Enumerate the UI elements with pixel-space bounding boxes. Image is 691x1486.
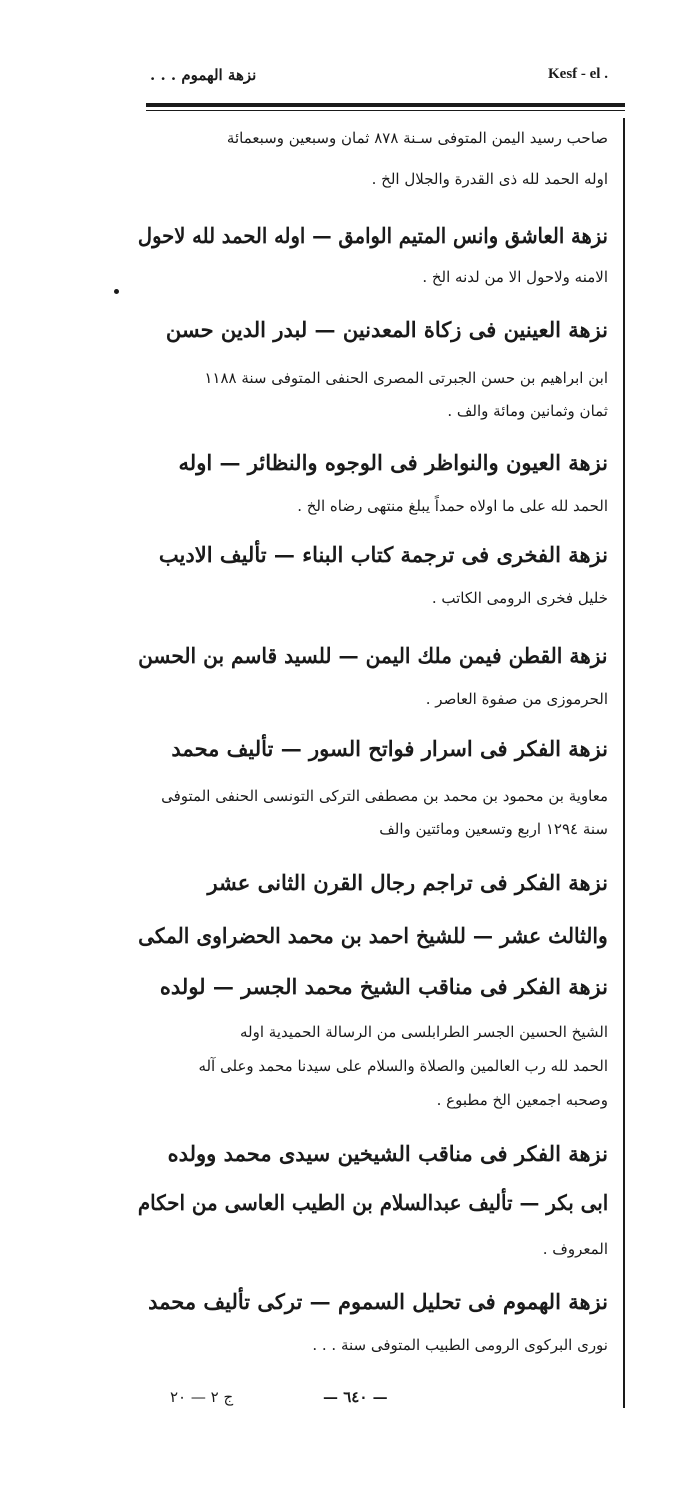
entry-line: ثمان وثمانين ومائة والف . [447,402,608,420]
column-rule [623,118,625,1408]
entry-line: اوله الحمد لله ذى القدرة والجلال الخ . [371,170,608,188]
entry-title: نزهة الفكر فى مناقب الشيخين سيدى محمد وولده [167,1141,608,1166]
entry-title: نزهة الفكر فى مناقب الشيخ محمد الجسر — لولده [159,974,608,999]
entry-title: نزهة العيون والنواظر فى الوجوه والنظائر — اوله [178,450,608,475]
entry-title: ابى بكر — تأليف عبدالسلام بن الطيب العاسى من احكام [137,1190,608,1215]
entry-line: الحرموزى من صفوة العاصر . [425,690,608,708]
entry-line: خليل فخرى الرومى الكاتب . [431,589,608,607]
header-rule-thin [146,110,625,111]
running-latin-title: Kesf - el . [548,66,608,82]
entry-title: نزهة الهموم فى تحليل السموم — تركى تأليف محمد [148,1289,608,1314]
entry-line: الحمد لله رب العالمين والصلاة والسلام على سيدنا محمد وعلى آله [198,1057,608,1075]
entry-line: نورى البركوى الرومى الطبيب المتوفى سنة . . . [312,1336,608,1354]
entry-line: سنة ١٢٩٤ اربع وتسعين ومائتين والف [379,820,608,838]
entry-title: والثالث عشر — للشيخ احمد بن محمد الحضراوى المكى [138,923,608,948]
entry-line: صاحب رسيد اليمن المتوفى سـنة ٨٧٨ ثمان وسبعين وسبعمائة [226,129,608,147]
ink-mark [114,289,119,294]
entry-title: نزهة الفكر فى تراجم رجال القرن الثانى عشر [207,870,608,895]
entry-line: الشيخ الحسين الجسر الطرابلسى من الرسالة الحميدية اوله [240,1023,608,1041]
entry-title: نزهة القطن فيمن ملك اليمن — للسيد قاسم بن الحسن [138,643,608,668]
entry-line: ابن ابراهيم بن حسن الجبرتى المصرى الحنفى المتوفى سنة ١١٨٨ [204,369,608,387]
entry-title: نزهة الفخرى فى ترجمة كتاب البناء — تأليف الاديب [158,542,608,567]
running-title: نزهة الهموم . . . [150,66,257,84]
entry-line: الحمد لله على ما اولاه حمداً يبلغ منتهى رضاه الخ . [297,497,608,515]
entry-line: الامنه ولاحول الا من لدنه الخ . [422,268,608,286]
entry-title: نزهة العينين فى زكاة المعدنين — لبدر الدين حسن [165,317,608,342]
volume-reference: ج ٢ — ٢٠ [170,1388,234,1406]
entry-line: وصحبه اجمعين الخ مطبوع . [436,1091,608,1109]
page-number: — ٦٤٠ — [323,1388,388,1406]
entry-line: المعروف . [542,1240,608,1258]
entry-title: نزهة العاشق وانس المتيم الوامق — اوله الحمد لله لاحول [137,223,608,248]
entry-line: معاوية بن محمود بن محمد بن مصطفى التركى التونسى الحنفى المتوفى [161,787,608,805]
entry-title: نزهة الفكر فى اسرار فواتح السور — تأليف محمد [171,736,608,761]
header-rule-thick [146,103,625,107]
